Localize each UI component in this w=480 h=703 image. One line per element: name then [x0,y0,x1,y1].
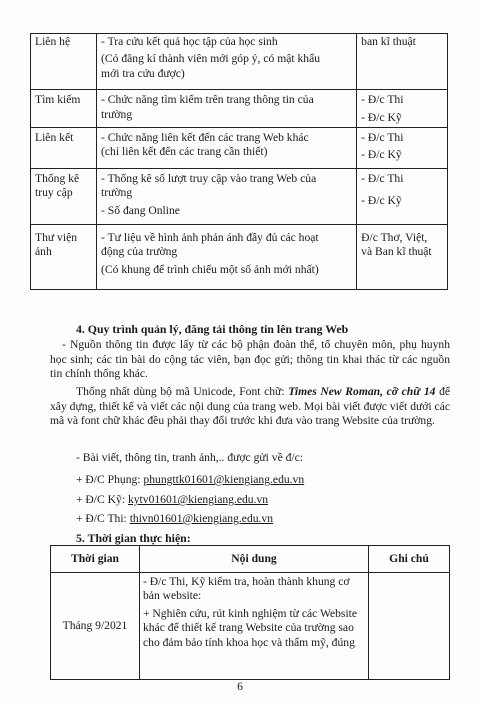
header-note: Ghi chú [369,546,450,573]
function-content: - Chức năng liên kết đến các trang Web khác (chỉ liên kết đến các trang cần thiết) [97,128,357,169]
table-row [31,225,448,290]
function-person: - Đ/c Thi - Đ/c Kỹ [357,168,448,224]
function-name: Thống kê truy cập [31,168,97,224]
function-person: ban kĩ thuật [357,34,448,90]
contact-phung: + Đ/C Phụng: phungttk01601@kiengiang.edu.vn [76,473,305,486]
page-number: 6 [237,680,243,693]
function-content: - Chức năng tìm kiếm trên trang thông tin của trường [97,90,357,128]
function-name: Liên hệ [31,34,97,90]
section-5-heading: 5. Thời gian thực hiện: [76,531,191,545]
table-row [31,34,448,90]
contact-ky: + Đ/C Kỹ: kytv01601@kiengiang.edu.vn [76,493,269,506]
schedule-note [369,573,450,680]
function-person: Đ/c Thơ, Việt, và Ban kĩ thuật [357,225,448,290]
table-row [31,128,448,169]
email-link[interactable]: phungttk01601@kiengiang.edu.vn [143,473,305,486]
schedule-time: Tháng 9/2021 [51,573,140,680]
functions-table [30,33,448,290]
section-4-heading: 4. Quy trình quản lý, đăng tải thông tin lên trang Web [76,322,349,336]
function-name: Liên kết [31,128,97,169]
function-content: - Tư liệu về hình ảnh phản ánh đầy đủ các hoạt động của trường (Có khung để trình chiếu một số ảnh mới nhất) [97,225,357,290]
email-link[interactable]: kytv01601@kiengiang.edu.vn [127,493,269,506]
paragraph-send-to: - Bài viết, thông tin, tranh ảnh,.. được gửi về đ/c: [76,451,304,464]
contact-thi: + Đ/C Thi: thivn01601@kiengiang.edu.vn [76,512,274,525]
header-time: Thời gian [51,546,140,573]
function-name: Tìm kiếm [31,90,97,128]
schedule-content: - Đ/c Thi, Kỹ kiểm tra, hoàn thành khung cơ bản website: + Nghiên cứu, rút kinh nghiệm từ các Website khác để thiết kế trang Website của trường sao cho đảm bảo tính khoa học và thẩm mỹ, đúng [140,573,369,680]
header-content: Nội dung [140,546,369,573]
function-person: - Đ/c Thi - Đ/c Kỹ [357,90,448,128]
table-row [31,90,448,128]
table-row [51,573,450,680]
email-link[interactable]: thivn01601@kiengiang.edu.vn [129,512,274,525]
schedule-table [50,545,450,680]
table-row [31,168,448,224]
table-header-row [51,546,450,573]
function-name: Thư viện ảnh [31,225,97,290]
function-content: - Thống kê số lượt truy cập vào trang Web của trường - Số đang Online [97,168,357,224]
function-content: - Tra cứu kết quả học tập của học sinh (Có đăng kí thành viên mới góp ý, có mật khẩu mới tra cứu được) [97,34,357,90]
paragraph-sources: - Nguồn thông tin được lấy từ các bộ phận đoàn thể, tổ chuyên môn, phụ huynh học sinh; các tin bài do cộng tác viên, bạn đọc gửi; thông tin khai thác từ các nguồn tin chính thống khác. [50,338,450,381]
font-spec: Times New Roman, cỡ chữ 14 [288,385,436,398]
paragraph-font: Thống nhất dùng bộ mã Unicode, Font chữ: Times New Roman, cỡ chữ 14 để xây dựng, thiết kế và viết các nội dung của trang web. Mọi bài viết được viết dưới các mã và font chữ khác đều phải thay đổi trước khi đưa vào trang Website của trường. [50,385,451,428]
function-person: - Đ/c Thi - Đ/c Kỹ [357,128,448,169]
